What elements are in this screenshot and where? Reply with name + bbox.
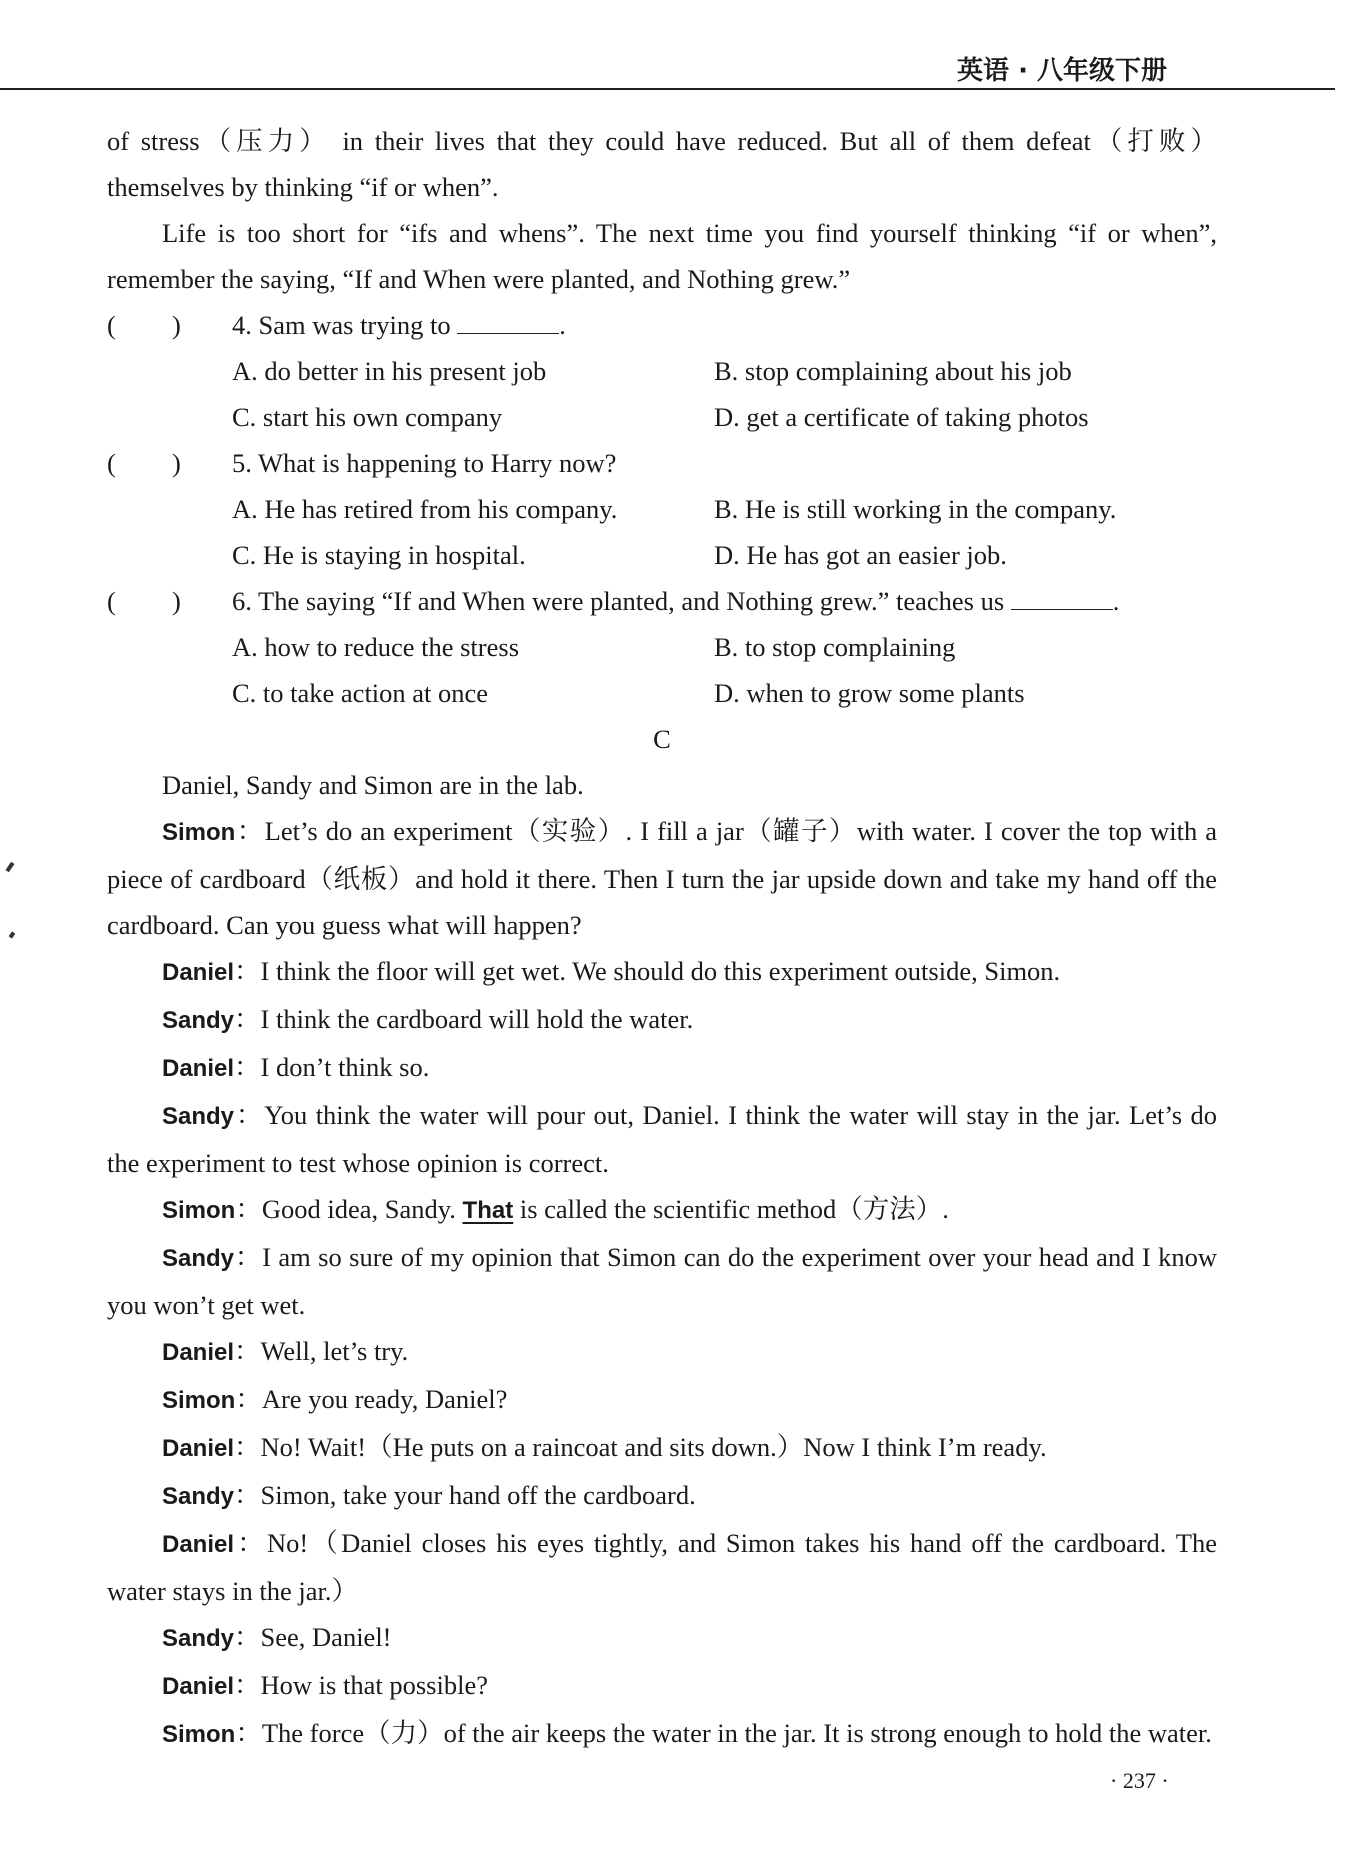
question-end: .: [559, 310, 566, 340]
option-b: B. He is still working in the company.: [714, 494, 1117, 524]
answer-blank[interactable]: [1011, 583, 1113, 610]
speaker-name: Daniel: [162, 1339, 235, 1366]
option-a: A. do better in his present job: [232, 356, 547, 386]
answer-paren-open: (: [107, 448, 116, 478]
speaker-name: Daniel: [162, 1435, 235, 1462]
speaker-separator: ：: [234, 1670, 261, 1700]
dialogue-line: [107, 1424, 1217, 1472]
dialogue-line: [107, 1376, 1217, 1424]
options: [107, 348, 1217, 440]
dialogue-text: I am so sure of my opinion that Simon can do the experiment over your head and I know you won’t get wet.: [107, 1242, 1217, 1320]
dialogue-text: I think the cardboard will hold the water.: [260, 1004, 694, 1034]
dialogue-text: No! Wait!（He puts on a raincoat and sits down.）Now I think I’m ready.: [260, 1432, 1047, 1462]
dialogue-line: [107, 1092, 1217, 1186]
speaker-name: Simon: [162, 819, 236, 846]
option-a: A. He has retired from his company.: [232, 494, 618, 524]
option-d: D. He has got an easier job.: [714, 540, 1007, 570]
question-5: [107, 440, 1217, 578]
dialogue-text: Well, let’s try.: [260, 1336, 409, 1366]
dialogue-line: [107, 996, 1217, 1044]
dialogue-text: No!（Daniel closes his eyes tightly, and Simon takes his hand off the cardboard. The water stays in the jar.）: [107, 1528, 1217, 1606]
speaker-separator: ：: [234, 1480, 261, 1510]
speaker-name: Daniel: [162, 1055, 235, 1082]
dialogue-line: [107, 1472, 1217, 1520]
page-header: [0, 48, 1335, 90]
option-a: A. how to reduce the stress: [232, 632, 520, 662]
dialogue-text: The force（力）of the air keeps the water in the jar. It is strong enough to hold the water.: [261, 1718, 1212, 1748]
dialogue-line: [107, 1044, 1217, 1092]
speaker-name: Sandy: [162, 1103, 235, 1130]
question-end: .: [1112, 586, 1120, 616]
dialogue-line: [107, 1186, 1217, 1234]
dialogue-line: [107, 1710, 1217, 1758]
question-stem: [107, 302, 1217, 348]
passage-paragraph: of stress（压力） in their lives that they could have reduced. But all of them defeat（打败） themselves by thinking “if or when”.: [107, 126, 1217, 202]
question-stem: [107, 578, 1217, 624]
dialogue-text: I don’t think so.: [260, 1052, 430, 1082]
dialogue-text: Simon, take your hand off the cardboard.: [260, 1480, 696, 1510]
dialogue-text: See, Daniel!: [260, 1622, 392, 1652]
dialogue: [107, 808, 1217, 1758]
section-intro: Daniel, Sandy and Simon are in the lab.: [162, 770, 584, 800]
option-b: B. to stop complaining: [714, 632, 956, 662]
speaker-separator: ：: [234, 1100, 265, 1130]
speaker-separator: ：: [235, 1718, 262, 1748]
speaker-name: Simon: [162, 1197, 236, 1224]
speaker-name: Sandy: [162, 1007, 235, 1034]
question-4: [107, 302, 1217, 440]
answer-blank[interactable]: [457, 307, 559, 334]
dialogue-text: How is that possible?: [260, 1670, 488, 1700]
dialogue-line: [107, 1662, 1217, 1710]
page-number: · 237 ·: [1110, 1768, 1169, 1793]
option-c: C. He is staying in hospital.: [232, 540, 526, 570]
question-stem: [107, 440, 1217, 486]
speaker-separator: ：: [235, 1194, 262, 1224]
speaker-name: Simon: [162, 1721, 236, 1748]
question-text: 5. What is happening to Harry now?: [232, 448, 617, 478]
passage-paragraph: Life is too short for “ifs and whens”. The next time you find yourself thinking “if or when”, remember the saying, “If and When were planted, and Nothing grew.”: [107, 218, 1217, 294]
answer-paren-close: ): [172, 310, 181, 340]
page-content: [107, 118, 1217, 1758]
options: [107, 486, 1217, 578]
speaker-separator: ：: [234, 1622, 261, 1652]
speaker-name: Simon: [162, 1387, 236, 1414]
speaker-separator: ：: [234, 1432, 261, 1462]
dialogue-text: You think the water will pour out, Daniel. I think the water will stay in the jar. Let’s do the experiment to test whose opinion is correct.: [107, 1100, 1217, 1178]
dialogue-line: [107, 1234, 1217, 1328]
option-b: B. stop complaining about his job: [714, 356, 1072, 386]
speaker-name: Sandy: [162, 1245, 235, 1272]
question-text: 4. Sam was trying to: [232, 310, 451, 340]
dialogue-text: Are you ready, Daniel?: [261, 1384, 508, 1414]
dialogue-line: [107, 1614, 1217, 1662]
scan-mark: [5, 862, 14, 872]
speaker-separator: ：: [235, 816, 265, 846]
option-c: C. start his own company: [232, 402, 503, 432]
speaker-name: Sandy: [162, 1483, 235, 1510]
dialogue-line: [107, 808, 1217, 948]
option-d: D. get a certificate of taking photos: [714, 402, 1089, 432]
speaker-name: Sandy: [162, 1625, 235, 1652]
dialogue-line: [107, 1328, 1217, 1376]
dialogue-line: [107, 1520, 1217, 1614]
speaker-separator: ：: [234, 956, 261, 986]
answer-paren-open: (: [107, 310, 116, 340]
speaker-name: Daniel: [162, 959, 235, 986]
dialogue-text: Good idea, Sandy.: [261, 1194, 456, 1224]
underlined-word: That: [462, 1197, 514, 1224]
speaker-separator: ：: [234, 1242, 263, 1272]
speaker-name: Daniel: [162, 1673, 235, 1700]
header-title: 英语 · 八年级下册: [957, 56, 1167, 86]
question-text: 6. The saying “If and When were planted, and Nothing grew.” teaches us: [232, 586, 1005, 616]
speaker-separator: ：: [234, 1004, 261, 1034]
scan-mark: [9, 931, 16, 938]
option-c: C. to take action at once: [232, 678, 489, 708]
dialogue-text: is called the scientific method（方法）.: [519, 1194, 949, 1224]
speaker-separator: ：: [235, 1384, 262, 1414]
question-6: [107, 578, 1217, 716]
answer-paren-close: ): [172, 448, 181, 478]
dialogue-text: I think the floor will get wet. We should do this experiment outside, Simon.: [260, 956, 1061, 986]
option-d: D. when to grow some plants: [714, 678, 1025, 708]
dialogue-line: [107, 948, 1217, 996]
speaker-separator: ：: [234, 1052, 261, 1082]
speaker-separator: ：: [234, 1336, 261, 1366]
answer-paren-open: (: [107, 586, 116, 616]
answer-paren-close: ): [172, 586, 181, 616]
options: [107, 624, 1217, 716]
speaker-name: Daniel: [162, 1531, 235, 1558]
dialogue-text: Let’s do an experiment（实验）. I fill a jar（罐子）with water. I cover the top with a piece of cardboard（纸板）and hold it there. Then I turn the jar upside down and take my hand off the cardboard. Can you guess what will happen?: [107, 816, 1217, 940]
speaker-separator: ：: [234, 1528, 267, 1558]
section-heading: C: [653, 724, 671, 754]
